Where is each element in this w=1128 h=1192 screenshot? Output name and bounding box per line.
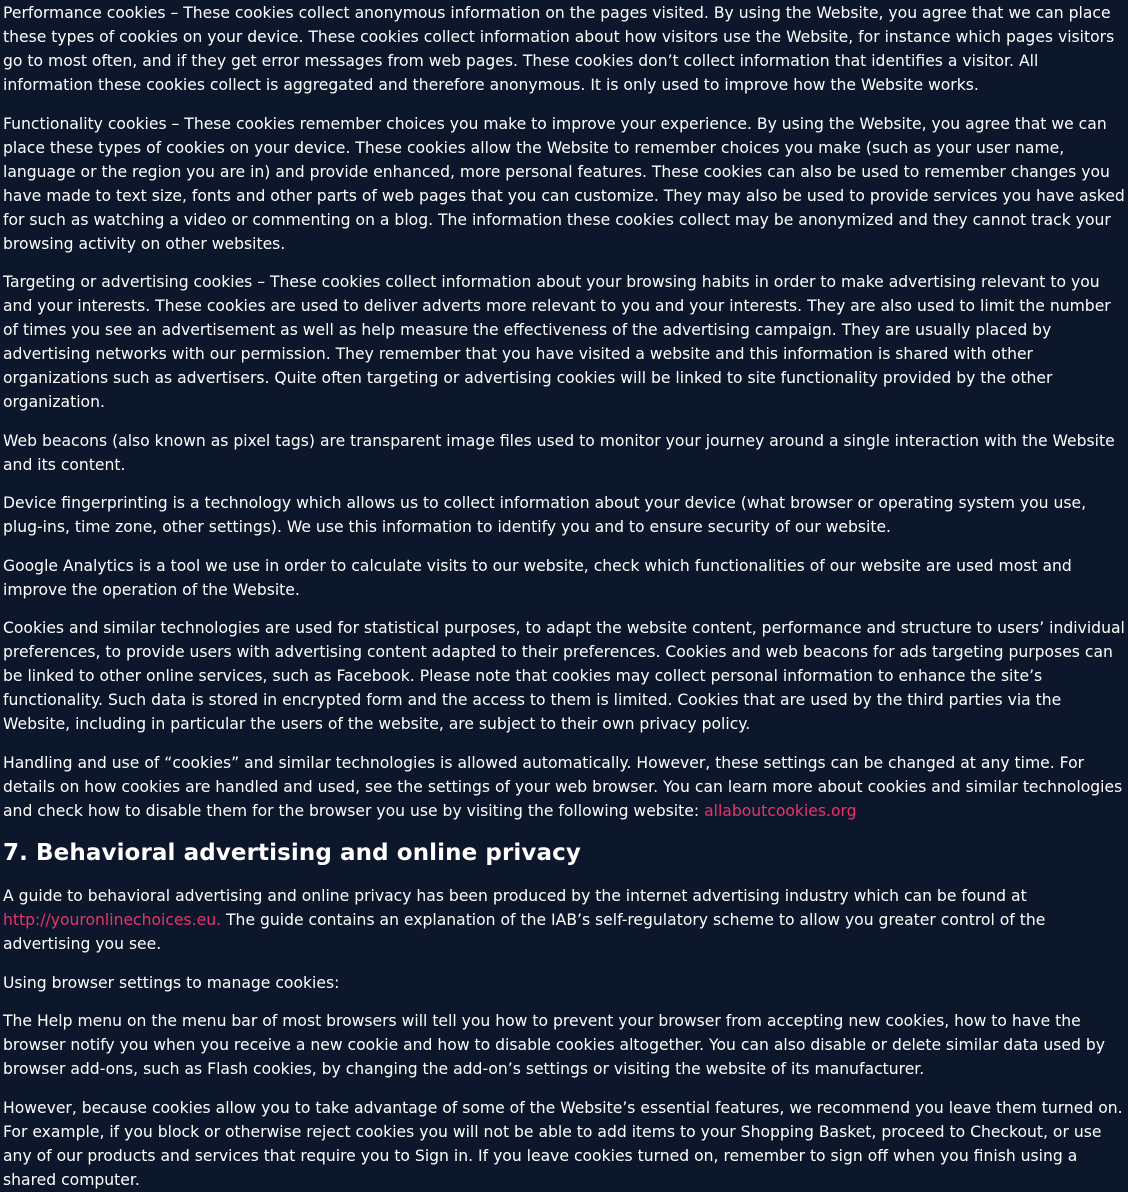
google-analytics-paragraph: Google Analytics is a tool we use in order to calculate visits to our website, check which functionalities of our website are used most and improve the operation of the Website. (3, 556, 1072, 599)
section-heading-behavioral-advertising: 7. Behavioral advertising and online privacy (3, 840, 581, 866)
guide-text-before: A guide to behavioral advertising and online privacy has been produced by the internet advertising industry which can be found at (3, 887, 1027, 905)
guide-text-after: The guide contains an explanation of the IAB’s self-regulatory scheme to allow you greater control of the advertising you see. (3, 911, 1046, 953)
handling-cookies-text: Handling and use of “cookies” and similar technologies is allowed automatically. However, these settings can be changed at any time. For details on how cookies are handled and used, see the settings of your web browser. You can learn more about cookies and similar technologies and check how to disable them for the browser you use by visiting the following website: (3, 753, 1123, 820)
cookies-purposes-paragraph: Cookies and similar technologies are used for statistical purposes, to adapt the website content, performance and structure to users’ individual preferences, to provide users with advertising content adapted to their preferences. Cookies and web beacons for ads targeting purposes can be linked to other online services, such as Facebook. Please note that cookies may collect personal information to enhance the site’s functionality. Such data is stored in encrypted form and the access to them is limited. Cookies that are used by the third parties via the Website, including in particular the users of the website, are subject to their own privacy policy. (3, 619, 1125, 733)
youronlinechoices-link[interactable]: http://youronlinechoices.eu. (3, 911, 222, 929)
help-menu-paragraph: The Help menu on the menu bar of most browsers will tell you how to prevent your browser from accepting new cookies, how to have the browser notify you when you receive a new cookie and how to disable cookies altogether. You can also disable or delete similar data used by browser add-ons, such as Flash cookies, by changing the add-on’s settings or visiting the website of its manufacturer. (3, 1012, 1105, 1078)
functionality-cookies-paragraph: Functionality cookies – These cookies remember choices you make to improve your experience. By using the Website, you agree that we can place these types of cookies on your device. These cookies allow the Website to remember choices you make (such as your user name, language or the region you are in) and provide enhanced, more personal features. These cookies can also be used to remember changes you have made to text size, fonts and other parts of web pages that you can customize. They may also be used to provide services you have asked for such as watching a video or commenting on a blog. The information these cookies collect may be anonymized and they cannot track your browsing activity on other websites. (3, 114, 1125, 253)
handling-cookies-paragraph (3, 751, 1126, 823)
browser-settings-intro: Using browser settings to manage cookies: (3, 973, 340, 992)
performance-cookies-paragraph: Performance cookies – These cookies collect anonymous information on the pages visited. By using the Website, you agree that we can place these types of cookies on your device. These cookies collect information about how visitors use the Website, for instance which pages visitors go to most often, and if they get error messages from web pages. These cookies don’t collect information that identifies a visitor. All information these cookies collect is aggregated and therefore anonymous. It is only used to improve how the Website works. (3, 4, 1115, 94)
guide-paragraph (3, 884, 1126, 956)
device-fingerprinting-paragraph: Device fingerprinting is a technology which allows us to collect information about your device (what browser or operating system you use, plug-ins, time zone, other settings). We use this information to identify you and to ensure security of our website. (3, 494, 1087, 536)
allaboutcookies-link[interactable]: allaboutcookies.org (704, 801, 857, 820)
web-beacons-paragraph: Web beacons (also known as pixel tags) are transparent image files used to monitor your journey around a single interaction with the Website and its content. (3, 431, 1115, 474)
targeting-cookies-paragraph: Targeting or advertising cookies – These cookies collect information about your browsing habits in order to make advertising relevant to you and your interests. These cookies are used to deliver adverts more relevant to you and your interests. They are also used to limit the number of times you see an advertisement as well as help measure the effectiveness of the advertising campaign. They are usually placed by advertising networks with our permission. They remember that you have visited a website and this information is shared with other organizations such as advertisers. Quite often targeting or advertising cookies will be linked to site functionality provided by the other organization. (3, 273, 1111, 411)
essential-features-paragraph: However, because cookies allow you to take advantage of some of the Website’s essential features, we recommend you leave them turned on. For example, if you block or otherwise reject cookies you will not be able to add items to your Shopping Basket, proceed to Checkout, or use any of our products and services that require you to Sign in. If you leave cookies turned on, remember to sign off when you finish using a shared computer. (3, 1098, 1123, 1189)
